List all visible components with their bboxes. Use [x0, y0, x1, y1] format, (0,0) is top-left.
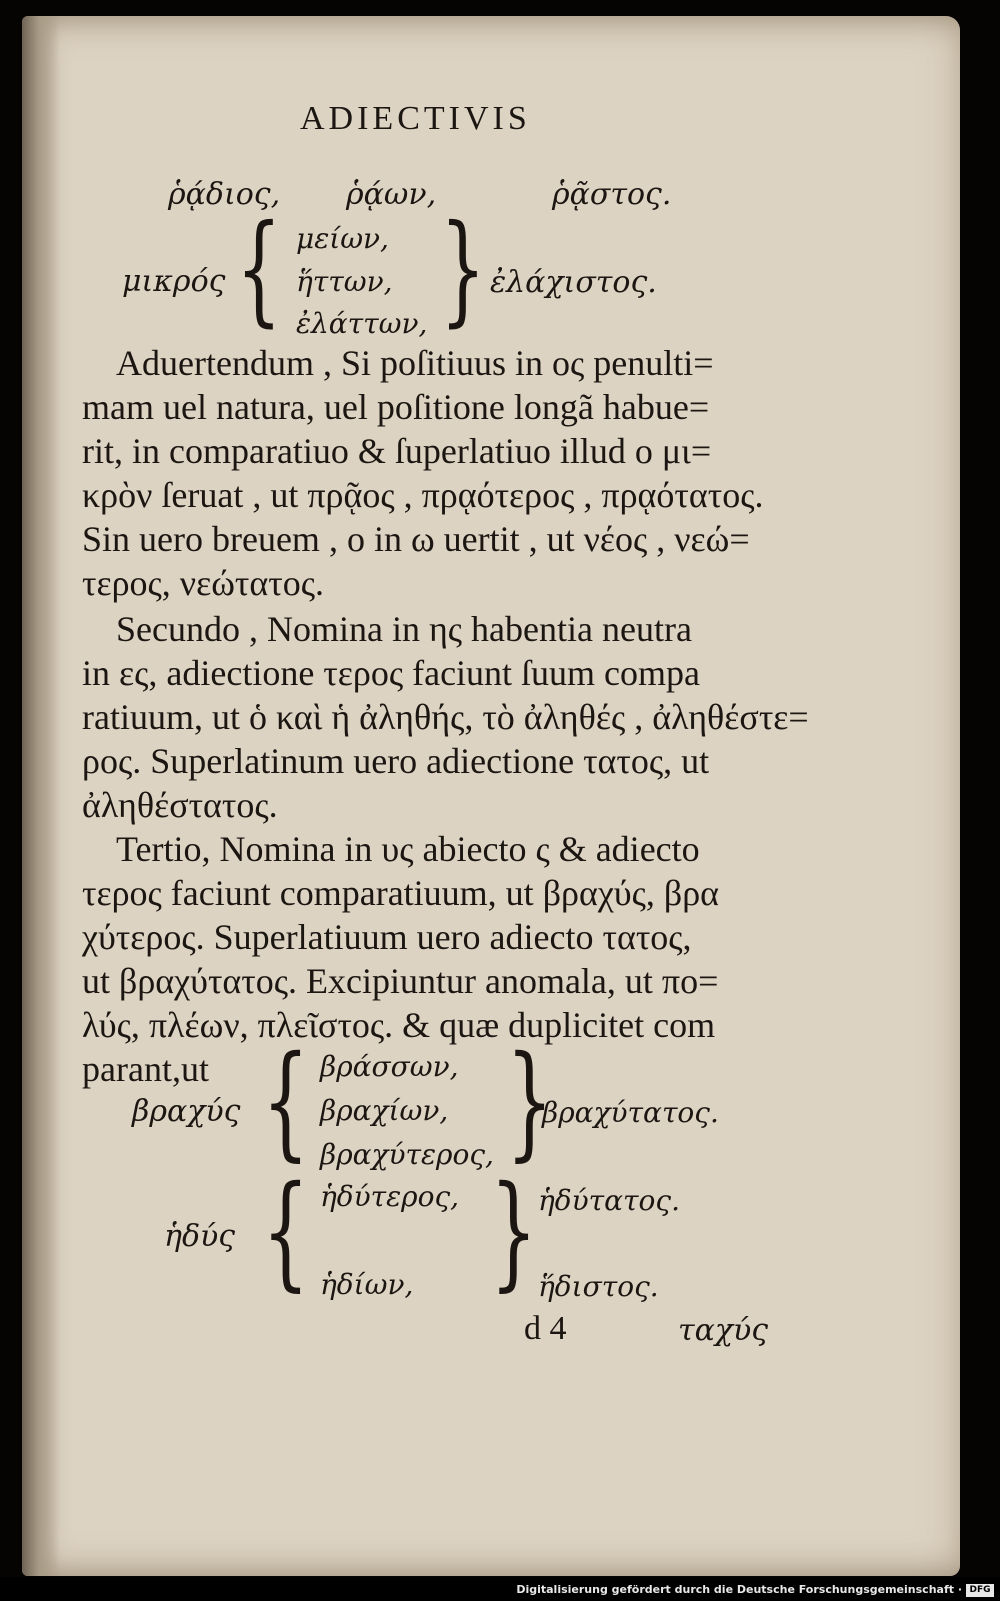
p3-line-4: ut βραχύτατος. Excipiuntur anomala, ut πο= [82, 961, 719, 1001]
table1-base-word: μικρός [122, 264, 226, 299]
table3-superlative-2: ἥδιστος. [538, 1270, 659, 1303]
table3-right-brace: } [490, 1160, 538, 1304]
table2-comparative-2: βραχίων, [320, 1094, 449, 1127]
table1-comparative-3: ἐλάττων, [296, 307, 428, 340]
table1-comparative-2: ἥττων, [296, 265, 393, 298]
p1-line-3: rit, in comparatiuo & ſuperlatiuo illud ο μι= [82, 431, 712, 471]
table3-base-word: ἡδύς [164, 1219, 236, 1254]
p1-line-6: τερος, νεώτατος. [82, 563, 324, 603]
digitization-credit: Digitalisierung gefördert durch die Deutsche Forschungsgemeinschaft · [516, 1583, 962, 1596]
p1-line-1: Aduertendum , Si poſitiuus in ος penulti= [116, 343, 714, 383]
footer-bar [0, 1577, 1000, 1601]
table2-comparative-3: βραχύτερος, [320, 1138, 494, 1171]
dfg-logo: DFG [966, 1584, 994, 1597]
table1-superlative: ἐλάχιστος. [490, 265, 657, 300]
p3-line-5: λύς, πλέων, πλεῖστος. & quæ duplicitet com [82, 1005, 716, 1045]
catchword: ταχύς [678, 1313, 769, 1348]
table1-superlative-top: ῥᾷστος. [552, 177, 672, 212]
p1-line-2: mam uel natura, uel poſitione longã habue= [82, 387, 710, 427]
table3-comparative-2: ἡδίων, [320, 1268, 414, 1301]
p3-line-3: χύτερος. Superlatiuum uero adiecto τατος, [82, 917, 692, 957]
table1-positive: ῥᾴδιος, [168, 177, 281, 212]
p2-line-3: ratiuum, ut ὁ καὶ ἡ ἀληθής, τὸ ἀληθές , ἀληθέστε= [82, 697, 809, 737]
table2-right-brace: } [506, 1030, 554, 1174]
p1-line-4: κρὸν ſeruat , ut πρᾷος , πρᾳότερος , πρᾳότατος. [82, 475, 764, 515]
table3-comparative-1: ἡδύτερος, [320, 1180, 460, 1213]
page-gutter-shadow [22, 16, 60, 1576]
p2-line-2: in ες, adiectione τερος faciunt ſuum compa [82, 653, 701, 693]
p2-line-5: ἀληθέστατος. [82, 785, 278, 825]
p1-line-5: Sin uero breuem , ο in ω uertit , ut νέος , νεώ= [82, 519, 750, 559]
p2-line-1: Secundo , Nomina in ης habentia neutra [116, 609, 692, 649]
table2-left-brace: { [262, 1030, 310, 1174]
signature-mark: d 4 [524, 1310, 567, 1347]
table1-right-brace: } [440, 200, 486, 339]
table3-superlative-1: ἡδύτατος. [538, 1184, 680, 1217]
p3-line-1: Tertio, Nomina in υς abiecto ς & adiecto [116, 829, 700, 869]
p3-line-2: τερος faciunt comparatiuum, ut βραχύς, βρα [82, 873, 720, 913]
table1-left-brace: { [236, 200, 282, 339]
running-header: ADIECTIVIS [300, 100, 531, 137]
p3-line-6: parant,ut [82, 1049, 209, 1089]
table3-left-brace: { [262, 1160, 310, 1304]
table1-comparative-1: μείων, [296, 222, 389, 255]
table2-base-word: βραχύς [132, 1094, 241, 1129]
table2-comparative-1: βράσσων, [320, 1050, 459, 1083]
p2-line-4: ρος. Superlatinum uero adiectione τατος, ut [82, 741, 710, 781]
table2-superlative: βραχύτατος. [542, 1096, 719, 1129]
table1-comparative-top: ῥᾴων, [346, 177, 437, 212]
